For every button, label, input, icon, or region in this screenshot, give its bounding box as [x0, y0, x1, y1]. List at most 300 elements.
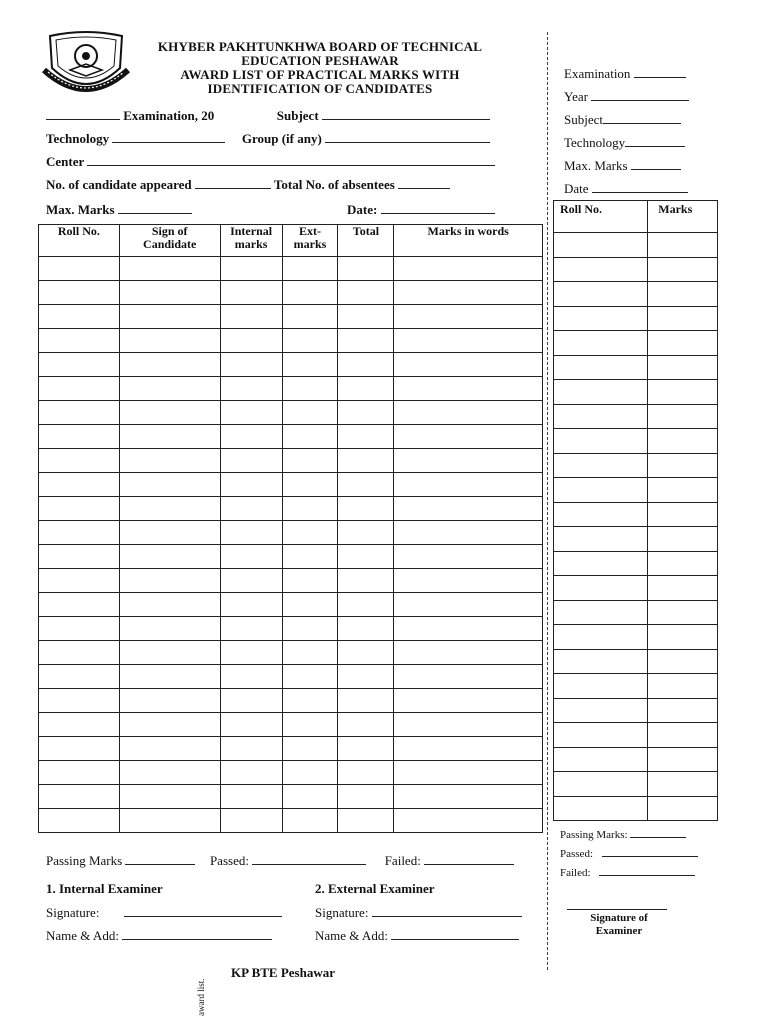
- side-table-row: [554, 355, 718, 380]
- table-row-cell[interactable]: [119, 545, 220, 569]
- table-row-cell[interactable]: [338, 377, 394, 401]
- side-table-row: [554, 600, 718, 625]
- passed-label: Passed:: [209, 853, 249, 868]
- table-row-cell[interactable]: [119, 809, 220, 833]
- table-row-cell[interactable]: [119, 665, 220, 689]
- subject-label: Subject: [276, 108, 319, 123]
- table-row-cell[interactable]: [282, 617, 338, 641]
- side-table-row: [554, 257, 718, 282]
- table-row-cell[interactable]: [282, 449, 338, 473]
- table-row-cell[interactable]: [394, 761, 543, 785]
- side-signature-caption: [560, 912, 678, 938]
- table-row-cell[interactable]: [119, 401, 220, 425]
- table-row-cell[interactable]: [39, 425, 120, 449]
- external-name-row: [315, 927, 519, 944]
- table-row: [39, 497, 543, 521]
- table-row-cell[interactable]: [394, 737, 543, 761]
- side-year-label: Year: [564, 89, 588, 104]
- table-row-cell[interactable]: [39, 305, 120, 329]
- table-row-cell[interactable]: [282, 281, 338, 305]
- side-passing-label: Passing Marks:: [560, 829, 628, 841]
- table-row-cell[interactable]: [394, 713, 543, 737]
- table-row-cell[interactable]: [119, 689, 220, 713]
- table-row-cell[interactable]: [394, 401, 543, 425]
- external-name-label: Name & Add:: [315, 928, 388, 943]
- side-table-row-cell[interactable]: [648, 600, 718, 625]
- side-col-roll: Roll No.: [554, 201, 648, 233]
- table-row-cell[interactable]: [394, 665, 543, 689]
- table-row-cell[interactable]: [39, 809, 120, 833]
- table-row-cell[interactable]: [220, 425, 282, 449]
- table-row-cell[interactable]: [338, 473, 394, 497]
- table-row-cell[interactable]: [394, 593, 543, 617]
- result-row: [46, 852, 514, 869]
- side-table-row-cell[interactable]: [648, 404, 718, 429]
- table-row-cell[interactable]: [119, 473, 220, 497]
- table-row-cell[interactable]: [39, 713, 120, 737]
- table-row-cell[interactable]: [394, 305, 543, 329]
- side-table-row-cell[interactable]: [554, 649, 648, 674]
- table-row-cell[interactable]: [282, 329, 338, 353]
- table-row-cell[interactable]: [338, 569, 394, 593]
- table-row-cell[interactable]: [394, 449, 543, 473]
- side-table-row: [554, 772, 718, 797]
- group-label: Group (if any): [241, 131, 322, 146]
- table-row-cell[interactable]: [220, 401, 282, 425]
- org-name: KP BTE Peshawar: [231, 965, 336, 980]
- table-row-cell[interactable]: [119, 281, 220, 305]
- col-total: Total: [338, 225, 394, 257]
- table-row-cell[interactable]: [394, 257, 543, 281]
- side-table-row-cell[interactable]: [648, 355, 718, 380]
- external-examiner-heading: 2. External Examiner: [315, 881, 435, 896]
- table-row-cell[interactable]: [119, 329, 220, 353]
- internal-name-blank[interactable]: [122, 927, 272, 940]
- technology-blank[interactable]: [112, 130, 225, 143]
- side-table-row-cell[interactable]: [648, 502, 718, 527]
- side-table-row: [554, 649, 718, 674]
- table-row-cell[interactable]: [282, 497, 338, 521]
- table-row-cell[interactable]: [39, 281, 120, 305]
- side-table-row-cell[interactable]: [648, 282, 718, 307]
- table-row-cell[interactable]: [220, 545, 282, 569]
- table-row: [39, 281, 543, 305]
- table-row-cell[interactable]: [119, 377, 220, 401]
- side-passing-blank[interactable]: [630, 828, 686, 838]
- table-row-cell[interactable]: [119, 569, 220, 593]
- side-date-row: [564, 177, 689, 200]
- date-blank[interactable]: [381, 201, 495, 214]
- table-row: [39, 473, 543, 497]
- side-table-row-cell[interactable]: [554, 429, 648, 454]
- header-line-4: IDENTIFICATION OF CANDIDATES: [207, 81, 433, 96]
- table-row-cell[interactable]: [282, 761, 338, 785]
- table-row-cell[interactable]: [39, 377, 120, 401]
- side-table-row-cell[interactable]: [648, 674, 718, 699]
- max-marks-row: [46, 201, 192, 218]
- table-row-cell[interactable]: [39, 761, 120, 785]
- side-table-row-cell[interactable]: [648, 233, 718, 258]
- table-row-cell[interactable]: [39, 617, 120, 641]
- max-marks-label: Max. Marks: [46, 202, 115, 217]
- table-row-cell[interactable]: [220, 377, 282, 401]
- table-row-cell[interactable]: [282, 641, 338, 665]
- table-row-cell[interactable]: [119, 353, 220, 377]
- side-table-row-cell[interactable]: [554, 551, 648, 576]
- passing-marks-blank[interactable]: [125, 852, 195, 865]
- table-row-cell[interactable]: [282, 737, 338, 761]
- table-row-cell[interactable]: [39, 257, 120, 281]
- side-table-row-cell[interactable]: [648, 625, 718, 650]
- table-row-cell[interactable]: [220, 665, 282, 689]
- exam-blank[interactable]: [46, 107, 120, 120]
- side-table-row-cell[interactable]: [648, 331, 718, 356]
- table-row-cell[interactable]: [220, 473, 282, 497]
- failed-blank[interactable]: [424, 852, 514, 865]
- side-table-row-cell[interactable]: [554, 257, 648, 282]
- center-blank[interactable]: [87, 153, 495, 166]
- table-row-cell[interactable]: [394, 377, 543, 401]
- table-row-cell[interactable]: [338, 809, 394, 833]
- side-subject-blank[interactable]: [603, 111, 681, 124]
- table-row: [39, 617, 543, 641]
- table-row-cell[interactable]: [394, 281, 543, 305]
- side-table-row-cell[interactable]: [554, 772, 648, 797]
- table-row-cell[interactable]: [338, 497, 394, 521]
- side-table-row: [554, 282, 718, 307]
- header-line-2: EDUCATION PESHAWAR: [241, 53, 399, 68]
- table-row-cell[interactable]: [39, 353, 120, 377]
- table-row-cell[interactable]: [119, 617, 220, 641]
- center-row: [46, 153, 495, 170]
- appeared-label: No. of candidate appeared: [46, 177, 192, 192]
- table-row-cell[interactable]: [338, 617, 394, 641]
- side-table-row: [554, 796, 718, 821]
- side-table-row-cell[interactable]: [648, 453, 718, 478]
- table-row-cell[interactable]: [394, 353, 543, 377]
- table-row-cell[interactable]: [220, 641, 282, 665]
- appeared-blank[interactable]: [195, 176, 271, 189]
- side-table-row: [554, 331, 718, 356]
- side-failed-row: [560, 866, 695, 879]
- table-row-cell[interactable]: [394, 521, 543, 545]
- side-table-row: [554, 306, 718, 331]
- side-table-row-cell[interactable]: [554, 404, 648, 429]
- passing-marks-label: Passing Marks: [46, 853, 123, 868]
- table-row-cell[interactable]: [220, 809, 282, 833]
- side-table-row-cell[interactable]: [648, 723, 718, 748]
- side-table-row-cell[interactable]: [648, 747, 718, 772]
- group-blank[interactable]: [325, 130, 490, 143]
- table-row-cell[interactable]: [282, 473, 338, 497]
- side-table-row-cell[interactable]: [648, 306, 718, 331]
- table-row-cell[interactable]: [394, 545, 543, 569]
- side-year-blank[interactable]: [591, 88, 689, 101]
- table-row: [39, 521, 543, 545]
- table-row-cell[interactable]: [282, 257, 338, 281]
- side-note: award list.: [196, 978, 206, 1016]
- table-row-cell[interactable]: [39, 689, 120, 713]
- table-row-cell[interactable]: [282, 377, 338, 401]
- table-row-cell[interactable]: [220, 497, 282, 521]
- side-table-row-cell[interactable]: [554, 478, 648, 503]
- table-row-cell[interactable]: [282, 305, 338, 329]
- table-row-cell[interactable]: [220, 761, 282, 785]
- table-row-cell[interactable]: [220, 713, 282, 737]
- table-row-cell[interactable]: [282, 713, 338, 737]
- table-row: [39, 737, 543, 761]
- table-row-cell[interactable]: [39, 521, 120, 545]
- table-row-cell[interactable]: [119, 713, 220, 737]
- side-table-row-cell[interactable]: [648, 796, 718, 821]
- side-max-marks-label: Max. Marks: [564, 158, 628, 173]
- table-row-cell[interactable]: [394, 809, 543, 833]
- table-row-cell[interactable]: [220, 617, 282, 641]
- table-row-cell[interactable]: [338, 449, 394, 473]
- side-passed-blank[interactable]: [602, 847, 698, 857]
- table-row-cell[interactable]: [282, 545, 338, 569]
- side-table-row: [554, 674, 718, 699]
- side-table-row-cell[interactable]: [648, 478, 718, 503]
- table-row-cell[interactable]: [394, 785, 543, 809]
- side-table-row: [554, 747, 718, 772]
- table-row-cell[interactable]: [338, 641, 394, 665]
- table-row-cell[interactable]: [220, 305, 282, 329]
- side-table-row-cell[interactable]: [554, 600, 648, 625]
- side-table-row-cell[interactable]: [554, 502, 648, 527]
- side-subject-row: [564, 108, 689, 131]
- table-row-cell[interactable]: [39, 329, 120, 353]
- table-row-cell[interactable]: [119, 641, 220, 665]
- external-name-blank[interactable]: [391, 927, 519, 940]
- table-row-cell[interactable]: [338, 329, 394, 353]
- side-table-row-cell[interactable]: [554, 355, 648, 380]
- table-row-cell[interactable]: [119, 785, 220, 809]
- table-row-cell[interactable]: [338, 665, 394, 689]
- table-row-cell[interactable]: [338, 761, 394, 785]
- table-row: [39, 689, 543, 713]
- table-row-cell[interactable]: [282, 425, 338, 449]
- table-row-cell[interactable]: [282, 785, 338, 809]
- table-row-cell[interactable]: [282, 809, 338, 833]
- col-sign: Sign of Candidate: [119, 225, 220, 257]
- table-row-cell[interactable]: [119, 257, 220, 281]
- side-passed-label: Passed:: [560, 848, 593, 860]
- table-row-cell[interactable]: [394, 329, 543, 353]
- side-signature-line2: Examiner: [595, 925, 643, 937]
- side-table-row-cell[interactable]: [554, 282, 648, 307]
- table-row-cell[interactable]: [39, 545, 120, 569]
- table-row-cell[interactable]: [338, 737, 394, 761]
- side-table-row: [554, 404, 718, 429]
- absentees-label: Total No. of absentees: [273, 177, 395, 192]
- table-row-cell[interactable]: [338, 785, 394, 809]
- table-row: [39, 377, 543, 401]
- header-line-1: KHYBER PAKHTUNKHWA BOARD OF TECHNICAL: [157, 39, 483, 54]
- table-row-cell[interactable]: [282, 401, 338, 425]
- table-row-cell[interactable]: [119, 425, 220, 449]
- table-row: [39, 713, 543, 737]
- table-row-cell[interactable]: [338, 689, 394, 713]
- table-row-cell[interactable]: [220, 449, 282, 473]
- side-passing-row: [560, 828, 686, 841]
- date-row: [347, 201, 495, 218]
- table-row: [39, 257, 543, 281]
- table-row-cell[interactable]: [39, 569, 120, 593]
- technology-label: Technology: [46, 131, 110, 146]
- table-row-cell[interactable]: [338, 425, 394, 449]
- side-date-blank[interactable]: [592, 180, 688, 193]
- table-row-cell[interactable]: [119, 761, 220, 785]
- examination-label: Examination, 20: [123, 108, 215, 123]
- side-table-row-cell[interactable]: [554, 625, 648, 650]
- table-row-cell[interactable]: [394, 425, 543, 449]
- table-row-cell[interactable]: [220, 353, 282, 377]
- table-row-cell[interactable]: [282, 593, 338, 617]
- side-table-row-cell[interactable]: [648, 527, 718, 552]
- table-row-cell[interactable]: [119, 593, 220, 617]
- board-logo: [40, 30, 132, 98]
- side-table-row-cell[interactable]: [554, 380, 648, 405]
- table-row-cell[interactable]: [394, 473, 543, 497]
- side-table-row-cell[interactable]: [554, 233, 648, 258]
- side-signature-line[interactable]: [567, 909, 667, 910]
- external-signature-row: [315, 904, 522, 921]
- side-table-row: [554, 502, 718, 527]
- side-table-row: [554, 429, 718, 454]
- table-row-cell[interactable]: [394, 569, 543, 593]
- table-row: [39, 569, 543, 593]
- side-table-row-cell[interactable]: [554, 527, 648, 552]
- side-table-row-cell[interactable]: [648, 649, 718, 674]
- table-row-cell[interactable]: [282, 353, 338, 377]
- side-table-row: [554, 453, 718, 478]
- side-technology-blank[interactable]: [625, 134, 685, 147]
- table-row: [39, 353, 543, 377]
- table-row-cell[interactable]: [39, 737, 120, 761]
- table-row: [39, 785, 543, 809]
- table-row: [39, 401, 543, 425]
- table-row-cell[interactable]: [119, 305, 220, 329]
- side-table-row-cell[interactable]: [554, 453, 648, 478]
- col-external: Ext- marks: [282, 225, 338, 257]
- subject-blank[interactable]: [322, 107, 490, 120]
- passed-blank[interactable]: [252, 852, 366, 865]
- table-row-cell[interactable]: [282, 521, 338, 545]
- table-row-cell[interactable]: [394, 497, 543, 521]
- table-row-cell[interactable]: [220, 785, 282, 809]
- table-row-cell[interactable]: [119, 737, 220, 761]
- table-row-cell[interactable]: [282, 689, 338, 713]
- absentees-blank[interactable]: [398, 176, 450, 189]
- table-row-cell[interactable]: [338, 401, 394, 425]
- table-row-cell[interactable]: [220, 569, 282, 593]
- side-examination-blank[interactable]: [634, 65, 686, 78]
- table-row-cell[interactable]: [394, 689, 543, 713]
- table-row-cell[interactable]: [338, 353, 394, 377]
- table-row-cell[interactable]: [220, 521, 282, 545]
- side-max-marks-blank[interactable]: [631, 157, 681, 170]
- table-row-cell[interactable]: [338, 521, 394, 545]
- internal-signature-label: Signature:: [46, 905, 100, 920]
- side-signature-line1: Signature of: [590, 912, 648, 924]
- table-row-cell[interactable]: [39, 497, 120, 521]
- table-row-cell[interactable]: [39, 641, 120, 665]
- side-table-row-cell[interactable]: [554, 674, 648, 699]
- side-table-row-cell[interactable]: [554, 747, 648, 772]
- table-row-cell[interactable]: [119, 521, 220, 545]
- table-row-cell[interactable]: [282, 665, 338, 689]
- table-row-cell[interactable]: [39, 401, 120, 425]
- table-row-cell[interactable]: [338, 545, 394, 569]
- appeared-row: [46, 176, 450, 193]
- side-technology-label: Technology: [564, 135, 626, 150]
- table-row-cell[interactable]: [220, 329, 282, 353]
- table-row-cell[interactable]: [394, 617, 543, 641]
- side-table-row-cell[interactable]: [648, 257, 718, 282]
- internal-examiner-heading: 1. Internal Examiner: [46, 881, 163, 896]
- table-row-cell[interactable]: [394, 641, 543, 665]
- table-row: [39, 329, 543, 353]
- table-row-cell[interactable]: [39, 473, 120, 497]
- table-row-cell[interactable]: [39, 449, 120, 473]
- side-max-marks-row: [564, 154, 689, 177]
- table-row: [39, 545, 543, 569]
- table-row-cell[interactable]: [220, 737, 282, 761]
- internal-signature-blank[interactable]: [124, 904, 282, 917]
- table-row-cell[interactable]: [220, 257, 282, 281]
- table-row-cell[interactable]: [119, 497, 220, 521]
- side-table-row-cell[interactable]: [554, 698, 648, 723]
- side-table-row-cell[interactable]: [648, 380, 718, 405]
- side-table-row-cell[interactable]: [554, 723, 648, 748]
- table-row: [39, 809, 543, 833]
- side-table-row-cell[interactable]: [648, 698, 718, 723]
- table-row: [39, 761, 543, 785]
- max-marks-blank[interactable]: [118, 201, 192, 214]
- table-row-cell[interactable]: [338, 713, 394, 737]
- table-row-cell[interactable]: [39, 593, 120, 617]
- table-row-cell[interactable]: [338, 593, 394, 617]
- table-row-cell[interactable]: [119, 449, 220, 473]
- table-row-cell[interactable]: [282, 569, 338, 593]
- side-col-marks: Marks: [648, 201, 718, 233]
- table-row-cell[interactable]: [220, 281, 282, 305]
- side-technology-row: [564, 131, 689, 154]
- table-row-cell[interactable]: [39, 665, 120, 689]
- side-table-row-cell[interactable]: [554, 331, 648, 356]
- side-table-row-cell[interactable]: [554, 306, 648, 331]
- side-table-row-cell[interactable]: [648, 772, 718, 797]
- table-row-cell[interactable]: [338, 281, 394, 305]
- table-row-cell[interactable]: [220, 689, 282, 713]
- table-row-cell[interactable]: [39, 785, 120, 809]
- marks-table: [38, 224, 543, 833]
- side-table-row-cell[interactable]: [648, 576, 718, 601]
- center-label: Center: [46, 154, 85, 169]
- table-row-cell[interactable]: [338, 305, 394, 329]
- table-row-cell[interactable]: [220, 593, 282, 617]
- side-failed-blank[interactable]: [599, 866, 695, 876]
- side-table-row-cell[interactable]: [648, 551, 718, 576]
- side-table-row-cell[interactable]: [554, 796, 648, 821]
- side-examination-row: [564, 62, 689, 85]
- side-table-row: [554, 380, 718, 405]
- table-row-cell[interactable]: [338, 257, 394, 281]
- side-table-row-cell[interactable]: [648, 429, 718, 454]
- external-signature-blank[interactable]: [372, 904, 522, 917]
- side-table-row-cell[interactable]: [554, 576, 648, 601]
